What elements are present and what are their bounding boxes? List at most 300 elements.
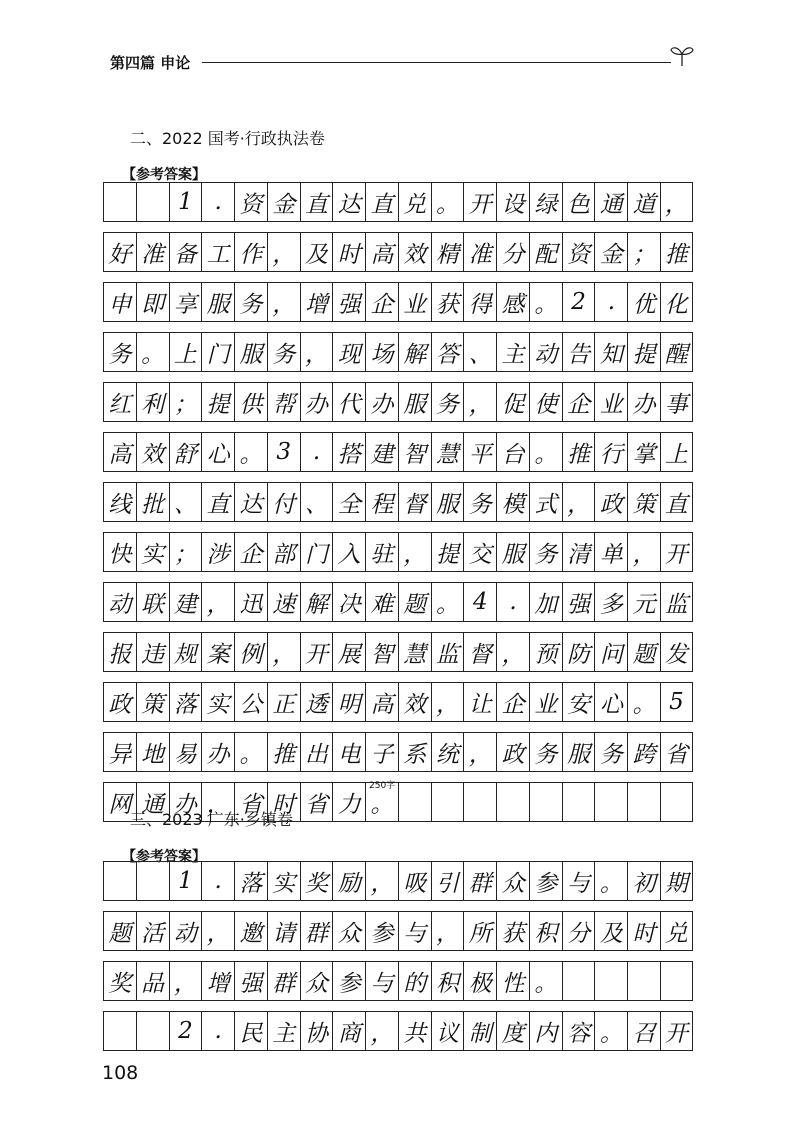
grid-cell: 提: [201, 382, 234, 422]
grid-cell: 使: [529, 382, 562, 422]
grid-cell: 式: [529, 482, 562, 522]
grid-cell: 积: [529, 911, 562, 951]
grid-cell: 色: [562, 182, 595, 222]
grid-cell: [562, 782, 595, 822]
grid-cell: 务: [234, 282, 267, 322]
grid-cell: 推: [562, 432, 595, 472]
grid-cell: 系: [398, 732, 431, 772]
grid-cell: 入: [332, 532, 365, 572]
grid-cell: 解: [300, 582, 333, 622]
grid-cell: 兑: [660, 911, 693, 951]
grid-cell: 落: [169, 682, 202, 722]
grid-cell: 单: [594, 532, 627, 572]
grid-cell: 利: [136, 382, 169, 422]
grid-cell: 兑: [398, 182, 431, 222]
grid-cell: 涉: [201, 532, 234, 572]
grid-cell: 设: [496, 182, 529, 222]
answer-grid-row: [103, 182, 693, 222]
grid-cell: 增: [300, 282, 333, 322]
grid-cell: ，: [201, 782, 234, 822]
grid-cell: 群: [267, 961, 300, 1001]
grid-cell: 邀: [234, 911, 267, 951]
grid-cell: 企: [562, 382, 595, 422]
grid-cell: 服: [201, 282, 234, 322]
grid-cell: 务: [431, 382, 464, 422]
grid-cell: 省: [234, 782, 267, 822]
word-count: 250字: [369, 781, 396, 791]
running-header: [110, 52, 695, 76]
grid-cell: 好: [103, 232, 136, 272]
grid-cell: 平: [463, 432, 496, 472]
grid-cell: [660, 961, 693, 1001]
grid-cell: 多: [594, 582, 627, 622]
grid-cell: 务: [267, 332, 300, 372]
grid-cell: 企: [496, 682, 529, 722]
sprout-icon: [669, 44, 695, 66]
grid-cell: 行: [594, 432, 627, 472]
grid-cell: ；: [169, 532, 202, 572]
grid-cell: 慧: [398, 632, 431, 672]
grid-cell: 主: [267, 1011, 300, 1051]
grid-cell: 难: [365, 582, 398, 622]
answer-grid-row: [103, 861, 693, 901]
grid-cell: 3: [267, 432, 300, 472]
grid-cell: 线: [103, 482, 136, 522]
grid-cell: 金: [267, 182, 300, 222]
grid-cell: 开: [300, 632, 333, 672]
grid-cell: 感: [496, 282, 529, 322]
grid-cell: ，: [300, 332, 333, 372]
section-title-2022: 二、2022 国考·行政执法卷: [130, 129, 325, 148]
grid-cell: 跨: [627, 732, 660, 772]
grid-cell: 策: [136, 682, 169, 722]
grid-cell: [136, 1011, 169, 1051]
grid-cell: 工: [201, 232, 234, 272]
grid-cell: 公: [234, 682, 267, 722]
grid-cell: .: [201, 182, 234, 222]
grid-cell: 分: [496, 232, 529, 272]
grid-cell: 搭: [332, 432, 365, 472]
grid-cell: 透: [300, 682, 333, 722]
grid-cell: [562, 961, 595, 1001]
grid-cell: 政: [594, 482, 627, 522]
grid-cell: 。: [529, 432, 562, 472]
grid-cell: 办: [201, 732, 234, 772]
grid-cell: 主: [496, 332, 529, 372]
grid-cell: 企: [234, 532, 267, 572]
grid-cell: ，: [267, 282, 300, 322]
grid-cell: 元: [627, 582, 660, 622]
grid-cell: 批: [136, 482, 169, 522]
grid-cell: 醒: [660, 332, 693, 372]
grid-cell: ，: [365, 1011, 398, 1051]
grid-cell: 子: [365, 732, 398, 772]
grid-cell: 建: [365, 432, 398, 472]
grid-cell: 落: [234, 861, 267, 901]
grid-cell: 力: [332, 782, 365, 822]
grid-cell: 获: [431, 282, 464, 322]
grid-cell: 。: [234, 432, 267, 472]
grid-cell: 网: [103, 782, 136, 822]
grid-cell: 规: [169, 632, 202, 672]
grid-cell: 准: [136, 232, 169, 272]
grid-cell: 开: [463, 182, 496, 222]
grid-cell: 务: [529, 532, 562, 572]
grid-cell: 事: [660, 382, 693, 422]
grid-cell: 题: [398, 582, 431, 622]
answer-grid-row: [103, 682, 693, 722]
grid-cell: 直: [660, 482, 693, 522]
grid-cell: 开: [660, 532, 693, 572]
grid-cell: ，: [463, 732, 496, 772]
grid-cell: 知: [594, 332, 627, 372]
grid-cell: 参: [332, 961, 365, 1001]
grid-cell: 报: [103, 632, 136, 672]
grid-cell: 众: [300, 961, 333, 1001]
grid-cell: 获: [496, 911, 529, 951]
grid-cell: 政: [103, 682, 136, 722]
answer-grid-row: [103, 911, 693, 951]
answer-label-2022: 【参考答案】: [122, 167, 206, 183]
grid-cell: ，: [562, 482, 595, 522]
grid-cell: 红: [103, 382, 136, 422]
grid-cell: ，: [201, 911, 234, 951]
grid-cell: 达: [234, 482, 267, 522]
grid-cell: ，: [496, 632, 529, 672]
grid-cell: 所: [463, 911, 496, 951]
grid-cell: 监: [660, 582, 693, 622]
grid-cell: 业: [398, 282, 431, 322]
grid-cell: 发: [660, 632, 693, 672]
grid-cell: 业: [529, 682, 562, 722]
grid-cell: 展: [332, 632, 365, 672]
answer-label-2023: 【参考答案】: [122, 849, 206, 865]
grid-cell: .: [201, 861, 234, 901]
grid-cell: 答: [431, 332, 464, 372]
grid-cell: 增: [201, 961, 234, 1001]
grid-cell: 精: [431, 232, 464, 272]
grid-cell: 众: [332, 911, 365, 951]
grid-cell: 时: [627, 911, 660, 951]
answer-grid-row: [103, 582, 693, 622]
grid-cell: .: [201, 1011, 234, 1051]
answer-grid-row: [103, 282, 693, 322]
grid-cell: 强: [562, 582, 595, 622]
grid-cell: 案: [201, 632, 234, 672]
grid-cell: 商: [332, 1011, 365, 1051]
grid-cell: ，: [431, 911, 464, 951]
grid-cell: 代: [332, 382, 365, 422]
grid-cell: ，: [169, 961, 202, 1001]
grid-cell: 。: [594, 1011, 627, 1051]
grid-cell: 政: [496, 732, 529, 772]
grid-cell: 制: [463, 1011, 496, 1051]
grid-cell: 强: [332, 282, 365, 322]
grid-cell: 实: [201, 682, 234, 722]
grid-cell: [431, 782, 464, 822]
grid-cell: 防: [562, 632, 595, 672]
grid-cell: 群: [300, 911, 333, 951]
grid-cell: 及: [594, 911, 627, 951]
grid-cell: 异: [103, 732, 136, 772]
grid-cell: 得: [463, 282, 496, 322]
grid-cell: 2: [562, 282, 595, 322]
grid-cell: 金: [594, 232, 627, 272]
page-number: 108: [102, 1062, 139, 1084]
grid-cell: 及: [300, 232, 333, 272]
grid-cell: [103, 182, 136, 222]
grid-cell: 服: [562, 732, 595, 772]
grid-cell: ，: [431, 682, 464, 722]
answer-grid-row: [103, 382, 693, 422]
grid-cell: 正: [267, 682, 300, 722]
grid-cell: 性: [496, 961, 529, 1001]
grid-cell: 申: [103, 282, 136, 322]
grid-cell: 化: [660, 282, 693, 322]
grid-cell: 省: [660, 732, 693, 772]
grid-cell: 、: [463, 332, 496, 372]
grid-cell: [627, 961, 660, 1001]
grid-cell: 题: [103, 911, 136, 951]
grid-cell: 付: [267, 482, 300, 522]
grid-cell: [463, 782, 496, 822]
grid-cell: ，: [660, 182, 693, 222]
grid-cell: 准: [463, 232, 496, 272]
grid-cell: 备: [169, 232, 202, 272]
grid-cell: ，: [267, 232, 300, 272]
grid-cell: 通: [136, 782, 169, 822]
grid-cell: 期: [660, 861, 693, 901]
grid-cell: 高: [365, 682, 398, 722]
grid-cell: 办: [627, 382, 660, 422]
grid-cell: 易: [169, 732, 202, 772]
grid-cell: 。: [431, 582, 464, 622]
grid-cell: [594, 961, 627, 1001]
grid-cell: 出: [300, 732, 333, 772]
grid-cell: 。: [529, 282, 562, 322]
grid-cell: 促: [496, 382, 529, 422]
grid-cell: 即: [136, 282, 169, 322]
grid-cell: 动: [169, 911, 202, 951]
grid-cell: 时: [332, 232, 365, 272]
grid-cell: 品: [136, 961, 169, 1001]
grid-cell: 告: [562, 332, 595, 372]
grid-cell: 共: [398, 1011, 431, 1051]
grid-cell: 动: [103, 582, 136, 622]
grid-cell: 企: [365, 282, 398, 322]
grid-cell: 驻: [365, 532, 398, 572]
grid-cell: 题: [627, 632, 660, 672]
grid-cell: 实: [136, 532, 169, 572]
grid-cell: 活: [136, 911, 169, 951]
grid-cell: 2: [169, 1011, 202, 1051]
grid-cell: 安: [562, 682, 595, 722]
grid-cell: 预: [529, 632, 562, 672]
section-title-2023: 三、2023 广东·乡镇卷: [130, 810, 293, 829]
grid-cell: 奖: [103, 961, 136, 1001]
grid-cell: 民: [234, 1011, 267, 1051]
grid-cell: 台: [496, 432, 529, 472]
grid-cell: [627, 782, 660, 822]
grid-cell: 与: [562, 861, 595, 901]
grid-cell: 吸: [398, 861, 431, 901]
grid-cell: ，: [627, 532, 660, 572]
grid-cell: 提: [627, 332, 660, 372]
grid-cell: 群: [463, 861, 496, 901]
grid-cell: 参: [365, 911, 398, 951]
grid-cell: 直: [201, 482, 234, 522]
grid-cell: 动: [529, 332, 562, 372]
grid-cell: 程: [365, 482, 398, 522]
grid-cell: 效: [398, 232, 431, 272]
grid-cell: 众: [496, 861, 529, 901]
grid-cell: 违: [136, 632, 169, 672]
grid-cell: 办: [300, 382, 333, 422]
grid-cell: 召: [627, 1011, 660, 1051]
grid-cell: 服: [234, 332, 267, 372]
grid-cell: 清: [562, 532, 595, 572]
grid-cell: 。: [136, 332, 169, 372]
grid-cell: 、: [300, 482, 333, 522]
grid-cell: 慧: [431, 432, 464, 472]
grid-cell: 督: [463, 632, 496, 672]
grid-cell: 务: [103, 332, 136, 372]
grid-cell: 资: [234, 182, 267, 222]
header-section-title: 第四篇 申论: [110, 54, 191, 72]
answer-grid-row: [103, 232, 693, 272]
grid-cell: 直: [365, 182, 398, 222]
grid-cell: 建: [169, 582, 202, 622]
grid-cell: 。: [627, 682, 660, 722]
grid-cell: 舒: [169, 432, 202, 472]
grid-cell: 的: [398, 961, 431, 1001]
grid-cell: 议: [431, 1011, 464, 1051]
grid-cell: 门: [300, 532, 333, 572]
grid-cell: 掌: [627, 432, 660, 472]
answer-grid-row: [103, 482, 693, 522]
grid-cell: [529, 782, 562, 822]
answer-grid-row: [103, 332, 693, 372]
grid-cell: ，: [463, 382, 496, 422]
grid-cell: 交: [463, 532, 496, 572]
grid-cell: ，: [267, 632, 300, 672]
grid-cell: 与: [398, 911, 431, 951]
grid-cell: 分: [562, 911, 595, 951]
grid-cell: 推: [267, 732, 300, 772]
grid-cell: [398, 782, 431, 822]
grid-cell: [660, 782, 693, 822]
grid-cell: 心: [201, 432, 234, 472]
grid-cell: 监: [431, 632, 464, 672]
grid-cell: [594, 782, 627, 822]
grid-cell: 5: [660, 682, 693, 722]
grid-cell: 作: [234, 232, 267, 272]
grid-cell: 4: [463, 582, 496, 622]
grid-cell: 。: [594, 861, 627, 901]
grid-cell: 。: [234, 732, 267, 772]
grid-cell: 服: [496, 532, 529, 572]
grid-cell: 统: [431, 732, 464, 772]
grid-cell: 高: [103, 432, 136, 472]
grid-cell: 明: [332, 682, 365, 722]
grid-cell: 业: [594, 382, 627, 422]
grid-cell: 协: [300, 1011, 333, 1051]
grid-cell: 快: [103, 532, 136, 572]
grid-cell: 强: [234, 961, 267, 1001]
grid-cell: 1: [169, 182, 202, 222]
grid-cell: 、: [169, 482, 202, 522]
grid-cell: 享: [169, 282, 202, 322]
grid-cell: 心: [594, 682, 627, 722]
grid-cell: 通: [594, 182, 627, 222]
grid-cell: 引: [431, 861, 464, 901]
grid-cell: 奖: [300, 861, 333, 901]
grid-cell: 配: [529, 232, 562, 272]
grid-cell: 供: [234, 382, 267, 422]
grid-cell: 服: [398, 382, 431, 422]
grid-cell: 开: [660, 1011, 693, 1051]
grid-cell: 迅: [234, 582, 267, 622]
grid-cell: 帮: [267, 382, 300, 422]
grid-cell: 智: [398, 432, 431, 472]
grid-cell: ；: [169, 382, 202, 422]
grid-cell: 省: [300, 782, 333, 822]
grid-cell: 联: [136, 582, 169, 622]
grid-cell: 提: [431, 532, 464, 572]
grid-cell: 请: [267, 911, 300, 951]
grid-cell: 优: [627, 282, 660, 322]
grid-cell: 办: [365, 382, 398, 422]
grid-cell: 智: [365, 632, 398, 672]
grid-cell: 让: [463, 682, 496, 722]
grid-cell: 1: [169, 861, 202, 901]
grid-cell: 督: [398, 482, 431, 522]
grid-cell: 直: [300, 182, 333, 222]
grid-cell: 效: [136, 432, 169, 472]
grid-cell: [103, 861, 136, 901]
grid-cell: 务: [594, 732, 627, 772]
grid-cell: 电: [332, 732, 365, 772]
grid-cell: 场: [365, 332, 398, 372]
grid-cell: 全: [332, 482, 365, 522]
grid-cell: 速: [267, 582, 300, 622]
grid-cell: [103, 1011, 136, 1051]
grid-cell: 决: [332, 582, 365, 622]
grid-cell: 上: [169, 332, 202, 372]
grid-cell: 。: [431, 182, 464, 222]
grid-cell: 服: [431, 482, 464, 522]
grid-cell: 积: [431, 961, 464, 1001]
grid-cell: 容: [562, 1011, 595, 1051]
grid-cell: 解: [398, 332, 431, 372]
grid-cell: ，: [365, 861, 398, 901]
grid-cell: 务: [463, 482, 496, 522]
answer-grid-row: [103, 961, 693, 1001]
grid-cell: 上: [660, 432, 693, 472]
grid-cell: ，: [398, 532, 431, 572]
grid-cell: 模: [496, 482, 529, 522]
grid-cell: 时: [267, 782, 300, 822]
grid-cell: 达: [332, 182, 365, 222]
grid-cell: 绿: [529, 182, 562, 222]
answer-grid-row: [103, 632, 693, 672]
grid-cell: 现: [332, 332, 365, 372]
grid-cell: 励: [332, 861, 365, 901]
grid-cell: 加: [529, 582, 562, 622]
grid-cell: [136, 861, 169, 901]
grid-cell: 。: [529, 961, 562, 1001]
grid-cell: 部: [267, 532, 300, 572]
